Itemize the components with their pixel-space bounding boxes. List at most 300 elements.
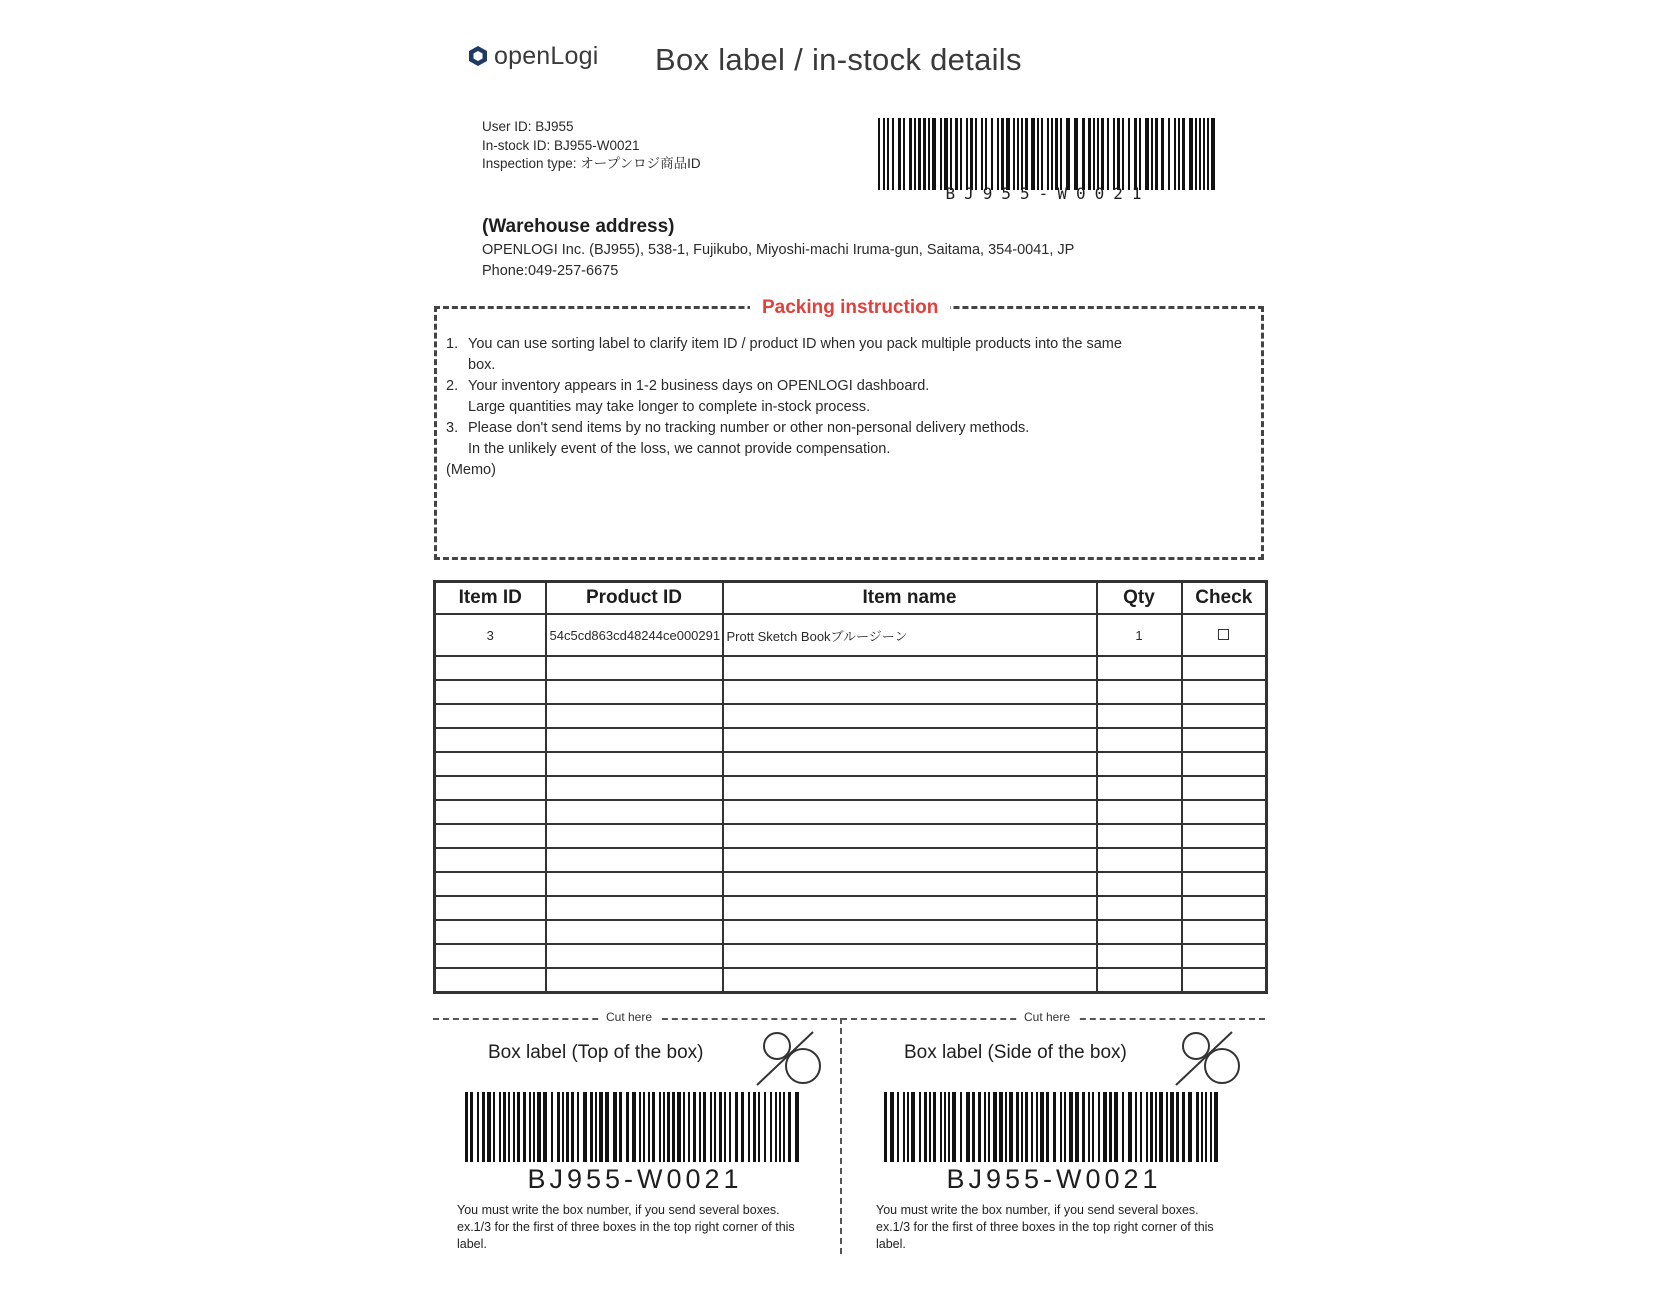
barcode-bar	[1203, 118, 1205, 190]
barcode-bar	[907, 1092, 909, 1162]
barcode-bar	[1097, 118, 1099, 190]
barcode-bar	[984, 1092, 986, 1162]
box-label-side	[852, 1030, 1257, 1260]
barcode-bar	[966, 118, 968, 190]
empty-cell	[723, 848, 1097, 872]
barcode-bar	[735, 1092, 738, 1162]
barcode-bar	[903, 118, 905, 190]
empty-cell	[1182, 680, 1267, 704]
barcode-bar	[1051, 118, 1053, 190]
barcode-bar	[1088, 1092, 1090, 1162]
barcode-bar	[753, 1092, 756, 1162]
barcode-bar	[529, 1092, 531, 1162]
barcode-bar	[764, 1092, 766, 1162]
instruction-number: 3.	[446, 420, 459, 436]
barcode-bar	[470, 1092, 473, 1162]
empty-cell	[546, 896, 723, 920]
barcode-bar	[1021, 118, 1023, 190]
barcode-bar	[619, 1092, 622, 1162]
barcode-bar	[1060, 118, 1062, 190]
barcode-bar	[508, 1092, 510, 1162]
empty-cell	[1097, 824, 1182, 848]
barcode-bar	[932, 118, 936, 190]
barcode-bar	[1166, 1092, 1168, 1162]
col-item-id: Item ID	[435, 582, 546, 615]
barcode-bar	[988, 1092, 990, 1162]
barcode-bar	[1016, 1092, 1019, 1162]
col-product-id: Product ID	[546, 582, 723, 615]
barcode-bar	[960, 1092, 962, 1162]
barcode-bar	[677, 1092, 681, 1162]
empty-cell	[1097, 752, 1182, 776]
barcode-bar	[517, 1092, 520, 1162]
empty-cell	[435, 656, 546, 680]
barcode-bar	[693, 1092, 696, 1162]
barcode-bar	[923, 118, 926, 190]
table-row-empty	[435, 896, 1267, 920]
barcode-bar	[898, 118, 901, 190]
empty-cell	[1097, 776, 1182, 800]
empty-cell	[1182, 848, 1267, 872]
barcode-bar	[1178, 118, 1180, 190]
barcode-bar	[928, 118, 930, 190]
barcode-bar	[652, 1092, 655, 1162]
barcode-bar	[950, 118, 952, 190]
empty-cell	[1182, 872, 1267, 896]
barcode-bar	[703, 1092, 706, 1162]
empty-cell	[723, 752, 1097, 776]
empty-cell	[1097, 920, 1182, 944]
empty-cell	[723, 776, 1097, 800]
barcode-bar	[688, 1092, 690, 1162]
empty-cell	[1182, 776, 1267, 800]
barcode-bar	[659, 1092, 661, 1162]
empty-cell	[435, 920, 546, 944]
barcode-bar	[1088, 118, 1091, 190]
barcode-bar	[1182, 1092, 1185, 1162]
barcode-bar	[1017, 118, 1019, 190]
instock-id: In-stock ID: BJ955-W0021	[482, 137, 640, 153]
barcode-bar	[613, 1092, 617, 1162]
barcode-bar	[566, 1092, 569, 1162]
barcode-bar	[724, 1092, 726, 1162]
barcode-bar	[914, 118, 916, 190]
barcode-bar	[1041, 118, 1043, 190]
warehouse-phone: Phone:049-257-6675	[482, 263, 619, 279]
box-label-top	[433, 1030, 838, 1260]
empty-cell	[1097, 800, 1182, 824]
empty-cell	[723, 800, 1097, 824]
empty-cell	[1097, 656, 1182, 680]
box-label-title: Box label (Top of the box)	[488, 1042, 704, 1063]
barcode-bar	[919, 1092, 921, 1162]
barcode-bar	[1092, 1092, 1094, 1162]
barcode-bar	[948, 1092, 950, 1162]
barcode-bar	[788, 1092, 791, 1162]
barcode-bar	[940, 1092, 942, 1162]
table-row-empty	[435, 920, 1267, 944]
barcode-bar	[1005, 1092, 1007, 1162]
empty-cell	[1097, 848, 1182, 872]
empty-cell	[546, 704, 723, 728]
barcode-bar	[1074, 118, 1078, 190]
empty-cell	[723, 896, 1097, 920]
box-label-code: BJ955-W0021	[527, 1164, 743, 1194]
barcode-bar	[981, 118, 983, 190]
instruction-item	[446, 376, 1246, 418]
empty-cell	[435, 680, 546, 704]
barcode-bar	[890, 1092, 894, 1162]
instruction-line: box.	[468, 357, 496, 373]
openlogi-logo	[468, 38, 618, 74]
empty-cell	[1182, 656, 1267, 680]
barcode-bar	[672, 1092, 675, 1162]
instruction-number: 1.	[446, 336, 459, 352]
empty-cell	[546, 848, 723, 872]
empty-cell	[546, 752, 723, 776]
col-qty: Qty	[1097, 582, 1182, 615]
barcode-bar	[952, 1092, 956, 1162]
barcode-bar	[884, 1092, 887, 1162]
empty-cell	[723, 656, 1097, 680]
barcode-bar	[1140, 1092, 1142, 1162]
barcode-bar	[795, 1092, 799, 1162]
barcode-bar	[1207, 118, 1209, 190]
barcode-bar	[719, 1092, 722, 1162]
box-number-icon	[751, 1030, 827, 1090]
empty-cell	[723, 680, 1097, 704]
table-row-empty	[435, 680, 1267, 704]
barcode-bar	[918, 118, 921, 190]
empty-cell	[723, 872, 1097, 896]
empty-cell	[1182, 896, 1267, 920]
barcode-bar	[632, 1092, 636, 1162]
empty-cell	[546, 776, 723, 800]
box-label-note: You must write the box number, if you send several boxes. ex.1/3 for the first of three boxes in the top right corner of this label.	[457, 1203, 795, 1251]
barcode-bar	[465, 1092, 468, 1162]
barcode-bar	[1122, 1092, 1124, 1162]
barcode-bar	[1013, 118, 1015, 190]
barcode-bar	[775, 1092, 777, 1162]
empty-cell	[723, 920, 1097, 944]
barcode-bar	[1134, 118, 1137, 190]
empty-cell	[546, 968, 723, 993]
empty-cell	[435, 872, 546, 896]
empty-cell	[435, 944, 546, 968]
check-cell[interactable]	[1182, 614, 1267, 656]
barcode-bar	[779, 1092, 781, 1162]
barcode-bar	[663, 1092, 665, 1162]
empty-cell	[1097, 944, 1182, 968]
barcode-bar	[1128, 118, 1130, 190]
barcode-bar	[1139, 118, 1141, 190]
barcode-bar	[1150, 1092, 1153, 1162]
empty-cell	[1097, 968, 1182, 993]
barcode-bar	[482, 1092, 485, 1162]
table-row-empty	[435, 848, 1267, 872]
barcode-bar	[1151, 118, 1153, 190]
barcode-bar	[1098, 1092, 1100, 1162]
barcode-bar	[933, 1092, 936, 1162]
empty-cell	[435, 728, 546, 752]
barcode-bar	[1047, 118, 1049, 190]
barcode-bar	[940, 118, 942, 190]
empty-cell	[546, 944, 723, 968]
barcode-bar	[903, 1092, 905, 1162]
barcode-bar	[1205, 1092, 1207, 1162]
cut-here-label: Cut here	[1018, 1010, 1076, 1024]
empty-cell	[546, 872, 723, 896]
barcode-bar	[1210, 1092, 1212, 1162]
table-row	[435, 614, 1267, 656]
barcode-bar	[1053, 1092, 1056, 1162]
barcode-bar	[1103, 1092, 1107, 1162]
empty-cell	[435, 968, 546, 993]
barcode-bar	[960, 118, 962, 190]
barcode-bar	[1176, 1092, 1179, 1162]
barcode-bar	[1109, 1092, 1112, 1162]
barcode-bar	[970, 118, 973, 190]
logo-hexagon-icon	[468, 45, 488, 67]
barcode-bar	[1155, 1092, 1157, 1162]
empty-cell	[1097, 680, 1182, 704]
barcode-bar	[1021, 1092, 1023, 1162]
barcode-bar	[590, 1092, 593, 1162]
user-id: User ID: BJ955	[482, 119, 574, 134]
barcode-bar	[1161, 118, 1164, 190]
barcode-bar	[551, 1092, 553, 1162]
empty-cell	[723, 824, 1097, 848]
barcode-bar	[758, 1092, 760, 1162]
checkbox-icon[interactable]	[1218, 629, 1229, 640]
instruction-item	[446, 334, 1246, 376]
barcode-bar	[978, 1092, 981, 1162]
empty-cell	[435, 896, 546, 920]
barcode-bar	[999, 1092, 1003, 1162]
col-item-name: Item name	[723, 582, 1097, 615]
barcode-bar	[1214, 1092, 1218, 1162]
instruction-list	[446, 334, 1246, 481]
barcode-bar	[1009, 1092, 1013, 1162]
instruction-number: 2.	[446, 378, 459, 394]
empty-cell	[1182, 968, 1267, 993]
barcode-bar	[975, 118, 977, 190]
barcode-bar	[1146, 1092, 1148, 1162]
warehouse-address: OPENLOGI Inc. (BJ955), 538-1, Fujikubo, Miyoshi-machi Iruma-gun, Saitama, 354-0041, JP	[482, 242, 1075, 258]
empty-cell	[546, 800, 723, 824]
barcode-bar	[741, 1092, 744, 1162]
table-row-empty	[435, 728, 1267, 752]
barcode-bar	[1145, 118, 1149, 190]
barcode-bar	[1082, 118, 1085, 190]
inspection-type: Inspection type: オープンロジ商品ID	[482, 156, 701, 171]
item-id-cell: 3	[435, 614, 546, 656]
barcode-bar	[1075, 1092, 1079, 1162]
barcode-bar	[1168, 118, 1170, 190]
barcode-bar	[1001, 118, 1004, 190]
barcode-bar	[1093, 118, 1095, 190]
table-row-empty	[435, 968, 1267, 993]
barcode-bar	[924, 1092, 927, 1162]
barcode-bar	[1196, 1092, 1199, 1162]
empty-cell	[1182, 944, 1267, 968]
barcode-text: BJ955-W0021	[945, 184, 1151, 203]
barcode-bar	[878, 118, 880, 190]
col-check: Check	[1182, 582, 1267, 615]
barcode-bar	[493, 1092, 495, 1162]
warehouse-heading: (Warehouse address)	[482, 216, 675, 237]
barcode-bar	[1211, 118, 1215, 190]
empty-cell	[1182, 824, 1267, 848]
barcode-bar	[1188, 1092, 1192, 1162]
empty-cell	[546, 680, 723, 704]
barcode-bar	[993, 1092, 997, 1162]
barcode-bar	[1159, 1092, 1163, 1162]
barcode-bar	[523, 1092, 526, 1162]
barcode-bar	[1066, 118, 1070, 190]
barcode-bar	[699, 1092, 701, 1162]
empty-cell	[723, 704, 1097, 728]
empty-cell	[435, 800, 546, 824]
barcode-bar	[1114, 1092, 1118, 1162]
empty-cell	[1182, 704, 1267, 728]
barcode-bar	[643, 1092, 645, 1162]
barcode-bar	[562, 1092, 564, 1162]
barcode-bar	[583, 1092, 587, 1162]
barcode-bar	[477, 1092, 479, 1162]
barcode-bar	[1040, 1092, 1044, 1162]
barcode-bar	[503, 1092, 506, 1162]
barcode-bar	[1060, 1092, 1062, 1162]
barcode-bar	[1069, 1092, 1073, 1162]
barcode-bar	[997, 118, 999, 190]
barcode-bar	[944, 1092, 946, 1162]
barcode-bar	[487, 1092, 491, 1162]
table-row-empty	[435, 704, 1267, 728]
page-title: Box label / in-stock details	[655, 42, 1022, 77]
barcode-bar	[1107, 118, 1109, 190]
barcode-bar	[944, 118, 948, 190]
barcode-bar	[543, 1092, 547, 1162]
empty-cell	[723, 944, 1097, 968]
empty-cell	[1182, 752, 1267, 776]
barcode-bar	[1101, 118, 1104, 190]
instock-barcode	[878, 118, 1218, 208]
barcode-bar	[499, 1092, 501, 1162]
barcode-bar	[883, 118, 885, 190]
barcode-bar	[1182, 118, 1185, 190]
barcode-bar	[909, 118, 912, 190]
barcode-bars	[884, 1092, 1224, 1162]
table-row-empty	[435, 824, 1267, 848]
barcode-bars	[465, 1092, 805, 1162]
qty-cell: 1	[1097, 614, 1182, 656]
box-label-note: You must write the box number, if you send several boxes. ex.1/3 for the first of three boxes in the top right corner of this label.	[876, 1203, 1214, 1251]
barcode-bar	[1201, 1092, 1203, 1162]
barcode-bar	[599, 1092, 603, 1162]
barcode-bar	[1113, 118, 1115, 190]
table-row-empty	[435, 872, 1267, 896]
barcode-bar	[1155, 118, 1158, 190]
memo-label: (Memo)	[446, 462, 496, 478]
empty-cell	[1182, 800, 1267, 824]
barcode-bar	[897, 1092, 899, 1162]
barcode-bar	[605, 1092, 609, 1162]
barcode-bar	[729, 1092, 731, 1162]
empty-cell	[723, 968, 1097, 993]
items-table	[433, 580, 1268, 994]
empty-cell	[435, 704, 546, 728]
empty-cell	[1097, 728, 1182, 752]
barcode-bar	[1170, 1092, 1174, 1162]
product-id-cell: 54c5cd863cd48244ce000291	[546, 614, 723, 656]
instruction-line: Please don't send items by no tracking number or other non-personal delivery methods.	[468, 420, 1030, 436]
barcode-bar	[1189, 118, 1193, 190]
empty-cell	[435, 776, 546, 800]
barcode-bar	[1195, 118, 1197, 190]
barcode-bar	[1117, 118, 1120, 190]
barcode-bar	[595, 1092, 597, 1162]
barcode-bar	[626, 1092, 629, 1162]
item-name-cell: Prott Sketch Bookブルージーン	[723, 614, 1097, 656]
barcode-bar	[748, 1092, 750, 1162]
instruction-line: Your inventory appears in 1-2 business days on OPENLOGI dashboard.	[468, 378, 930, 394]
empty-cell	[546, 920, 723, 944]
barcode-bar	[667, 1092, 670, 1162]
barcode-bar	[1036, 1092, 1038, 1162]
barcode-bar	[783, 1092, 785, 1162]
barcode-bar	[710, 1092, 712, 1162]
empty-cell	[723, 728, 1097, 752]
cut-divider	[840, 1018, 842, 1254]
table-row-empty	[435, 800, 1267, 824]
empty-cell	[546, 824, 723, 848]
box-label-code: BJ955-W0021	[946, 1164, 1162, 1194]
box-label-title: Box label (Side of the box)	[904, 1042, 1127, 1063]
instruction-line: In the unlikely event of the loss, we cannot provide compensation.	[468, 441, 891, 457]
barcode-bar	[1174, 118, 1176, 190]
barcode-bar	[1082, 1092, 1085, 1162]
table-row-empty	[435, 944, 1267, 968]
barcode-bar	[972, 1092, 975, 1162]
barcode-bar	[1199, 118, 1201, 190]
instruction-line: Large quantities may take longer to complete in-stock process.	[468, 399, 871, 415]
barcode-bar	[892, 118, 894, 190]
packing-instruction-title: Packing instruction	[750, 297, 950, 319]
barcode-bar	[714, 1092, 716, 1162]
empty-cell	[1097, 872, 1182, 896]
table-row-empty	[435, 776, 1267, 800]
barcode-bar	[557, 1092, 560, 1162]
barcode-bar	[1037, 118, 1039, 190]
empty-cell	[1097, 704, 1182, 728]
barcode-bar	[1122, 118, 1124, 190]
barcode-bar	[1128, 1092, 1132, 1162]
logo-wordmark: openLogi	[494, 41, 599, 70]
barcode-bar	[1006, 118, 1010, 190]
barcode-bar	[533, 1092, 535, 1162]
barcode-bar	[911, 1092, 915, 1162]
box-number-icon	[1170, 1030, 1246, 1090]
barcode-bar	[966, 1092, 970, 1162]
empty-cell	[435, 848, 546, 872]
shipment-meta	[482, 118, 701, 174]
barcode-bar	[985, 118, 987, 190]
barcode-bar	[1025, 1092, 1028, 1162]
empty-cell	[435, 824, 546, 848]
empty-cell	[546, 656, 723, 680]
barcode-bar	[1025, 118, 1028, 190]
